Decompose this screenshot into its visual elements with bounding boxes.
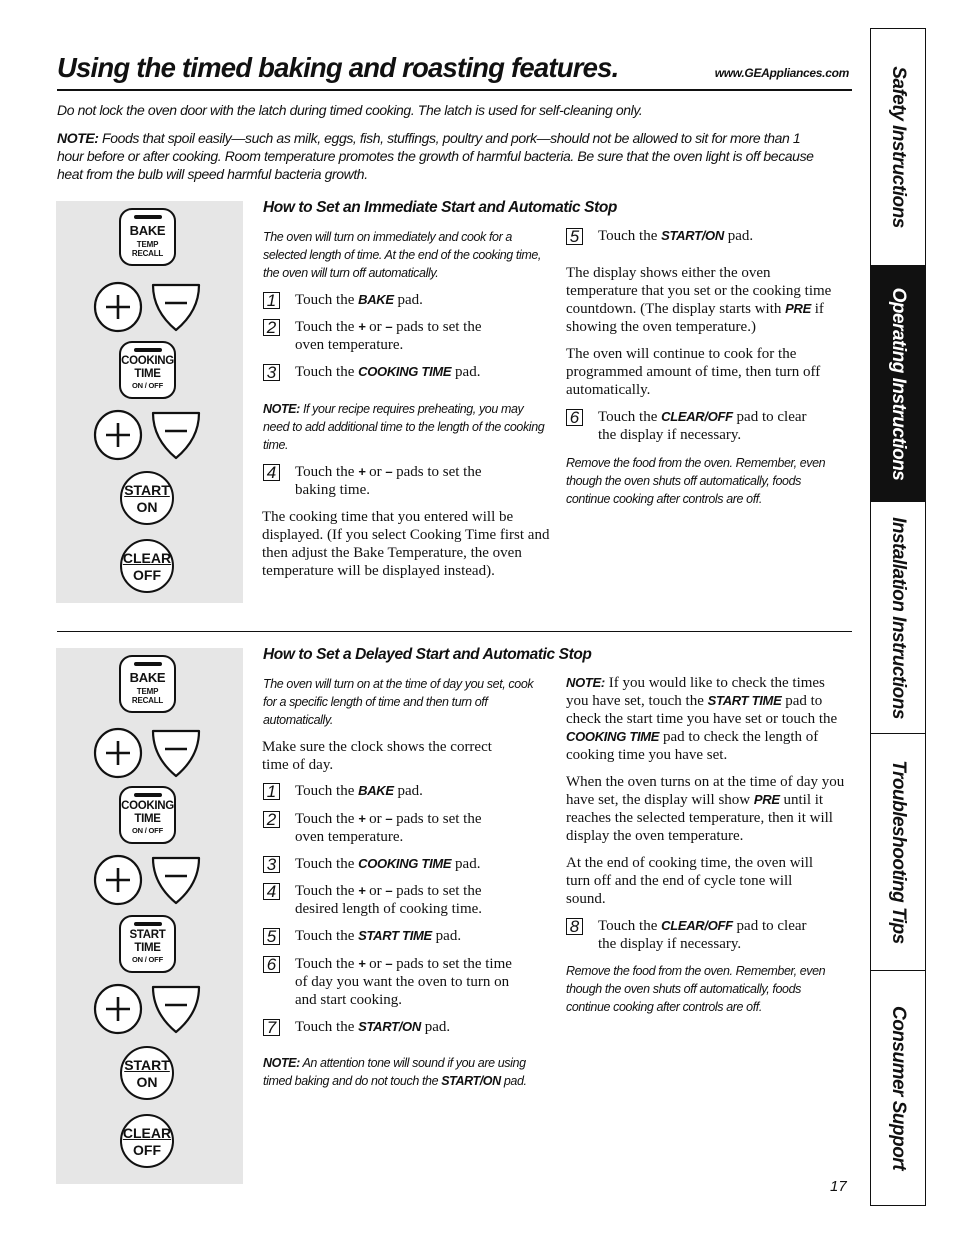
control-panel-immediate <box>56 201 243 603</box>
website-link[interactable]: www.GEAppliances.com <box>714 66 849 80</box>
latch-warning: Do not lock the oven door with the latch during timed cooking. The latch is used for self-cleaning only. <box>57 102 643 118</box>
minus-pad[interactable] <box>153 413 199 458</box>
step-number: 6 <box>566 409 583 426</box>
cooking-label: COOKING <box>121 800 174 812</box>
immediate-heading: How to Set an Immediate Start and Automatic Stop <box>263 199 617 216</box>
minus-pad[interactable] <box>153 285 199 330</box>
immediate-display-para: The display shows either the oven temperature that you set or the cooking time countdown. (The display starts with PRE if showing the oven temperature.) <box>566 265 832 335</box>
on-off-label: ON / OFF <box>132 826 163 835</box>
delayed-end-para: At the end of cooking time, the oven will turn off and the end of cycle tone will sound. <box>566 855 814 907</box>
cooking-time-pad[interactable] <box>119 786 176 844</box>
step-number: 4 <box>263 464 280 481</box>
tab-installation-instructions[interactable]: Installation Instructions <box>871 502 925 734</box>
on-off-label: ON / OFF <box>132 955 163 964</box>
step-number: 3 <box>263 364 280 381</box>
food-safety-note <box>57 129 817 183</box>
step-number: 4 <box>263 883 280 900</box>
delayed-check-note: NOTE: If you would like to check the times you have set, touch the START TIME pad to check the start time you have set or touch the COOKING TIME pad to check the length of cooking time you have set. <box>566 675 838 763</box>
on-off-label: ON / OFF <box>132 381 163 390</box>
section-divider <box>57 631 852 632</box>
note-text: Foods that spoil easily—such as milk, eggs, fish, stuffings, poultry and pork—should not be allowed to sit for more than 1 hour before or after cooking. Room temperature promotes the growth of harmful bacteria. Be sure that the oven light is off because heat from the bulb will speed harmful bacteria growth. <box>57 130 814 182</box>
start-label: START <box>124 1057 170 1073</box>
bake-label: BAKE <box>129 670 166 685</box>
plus-minus-pads[interactable] <box>93 854 201 906</box>
immediate-cooking-time-para: The cooking time that you entered will be displayed. (If you select Cooking Time first and then adjust the Bake Temperature, the oven temperature will be displayed instead). <box>262 509 550 579</box>
step-number: 1 <box>263 292 280 309</box>
clear-label: CLEAR <box>122 550 172 566</box>
start-label: START <box>129 929 166 941</box>
recall-label: RECALL <box>131 696 164 705</box>
plus-minus-pads[interactable] <box>93 409 201 461</box>
immediate-continue-para: The oven will continue to cook for the programmed amount of time, then turn off automatically. <box>566 346 821 398</box>
temp-label: TEMP <box>136 240 159 249</box>
section-tabs <box>870 28 926 1206</box>
step-number: 8 <box>566 918 583 935</box>
control-panel-delayed <box>56 648 243 1184</box>
bake-pad[interactable] <box>119 208 176 266</box>
indicator-bar <box>134 348 162 352</box>
clear-label: CLEAR <box>122 1125 172 1141</box>
cooking-label: COOKING <box>121 355 174 367</box>
tab-safety-instructions[interactable]: Safety Instructions <box>871 29 925 266</box>
page-title: Using the timed baking and roasting features. <box>57 52 619 83</box>
delayed-heading: How to Set a Delayed Start and Automatic Stop <box>263 646 592 663</box>
on-label: ON <box>136 1074 158 1090</box>
bake-pad[interactable] <box>119 655 176 713</box>
time-label: TIME <box>134 368 161 380</box>
clear-off-pad[interactable] <box>120 1114 174 1168</box>
tab-consumer-support[interactable]: Consumer Support <box>888 1005 909 1170</box>
delayed-pre-para: When the oven turns on at the time of day you have set, the display will show PRE until it reaches the selected temperature, then it will display the oven temperature. <box>566 774 845 844</box>
start-time-pad[interactable] <box>119 915 176 973</box>
temp-label: TEMP <box>136 687 159 696</box>
plus-minus-pads[interactable] <box>93 983 201 1035</box>
off-label: OFF <box>133 1142 161 1158</box>
plus-minus-pads[interactable] <box>93 727 201 779</box>
step-number: 2 <box>263 319 280 336</box>
time-label: TIME <box>134 813 161 825</box>
delayed-tone-note: NOTE: An attention tone will sound if you are using timed baking and do not touch the START/ON pad. <box>263 1056 527 1088</box>
step-number: 6 <box>263 956 280 973</box>
recall-label: RECALL <box>131 249 164 258</box>
cooking-time-pad[interactable] <box>119 341 176 399</box>
page-number: 17 <box>830 1178 847 1195</box>
delayed-remove-note: Remove the food from the oven. Remember, even though the oven shuts off automatically, foods continue cooking after controls are off. <box>566 964 826 1014</box>
start-on-pad[interactable] <box>120 1046 174 1100</box>
tab-troubleshooting-tips[interactable]: Troubleshooting Tips <box>871 734 925 971</box>
off-label: OFF <box>133 567 161 583</box>
title-rule <box>57 89 852 91</box>
indicator-bar <box>134 793 162 797</box>
immediate-remove-note: Remove the food from the oven. Remember, even though the oven shuts off automatically, foods continue cooking after controls are off. <box>566 456 826 506</box>
bake-label: BAKE <box>129 223 166 238</box>
minus-pad[interactable] <box>153 731 199 776</box>
start-label: START <box>124 482 170 498</box>
indicator-bar <box>134 215 162 219</box>
tab-operating-instructions[interactable]: Operating Instructions <box>871 266 925 502</box>
step-number: 3 <box>263 856 280 873</box>
plus-minus-pads[interactable] <box>93 281 201 333</box>
indicator-bar <box>134 662 162 666</box>
delayed-clock-para: Make sure the clock shows the correct time of day. <box>262 739 492 773</box>
note-label: NOTE: <box>57 130 99 146</box>
clear-off-pad[interactable] <box>120 539 174 593</box>
minus-pad[interactable] <box>153 858 199 903</box>
step-number: 5 <box>566 228 583 245</box>
step-number: 7 <box>263 1019 280 1036</box>
step-number: 5 <box>263 928 280 945</box>
immediate-preheat-note: NOTE: If your recipe requires preheating, you may need to add additional time to the length of the cooking time. <box>263 402 545 452</box>
step-number: 2 <box>263 811 280 828</box>
minus-pad[interactable] <box>153 987 199 1032</box>
step-number: 1 <box>263 783 280 800</box>
start-on-pad[interactable] <box>120 471 174 525</box>
indicator-bar <box>134 922 162 926</box>
time-label: TIME <box>134 942 161 954</box>
immediate-intro: The oven will turn on immediately and cook for a selected length of time. At the end of the cooking time, the oven will turn off automatically. <box>263 230 542 280</box>
on-label: ON <box>136 499 158 515</box>
delayed-intro: The oven will turn on at the time of day you set, cook for a specific length of time and then turn off automatically. <box>263 677 534 727</box>
